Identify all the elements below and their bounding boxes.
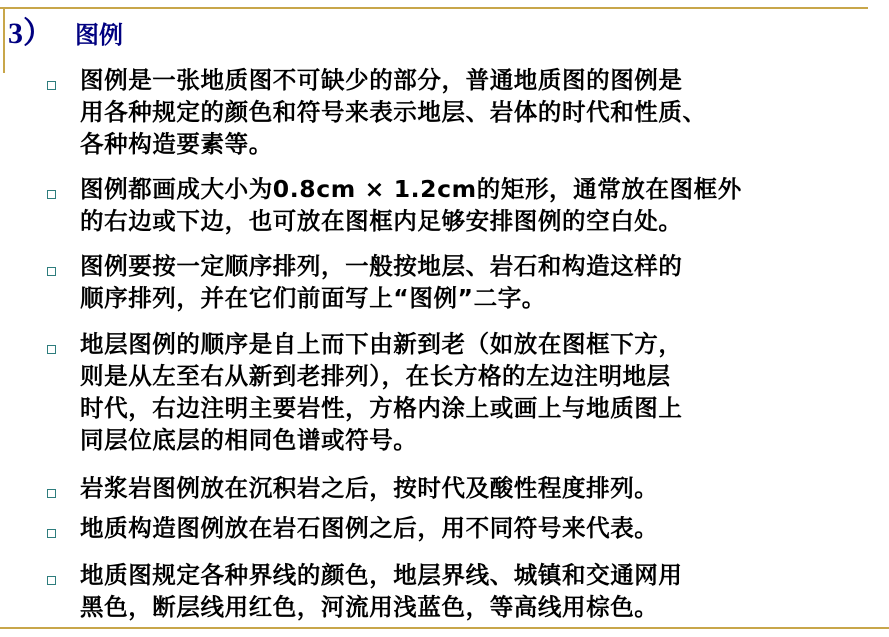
- square-bullet-icon: [47, 489, 56, 498]
- square-bullet-icon: [47, 190, 56, 199]
- section-title: 图例: [75, 21, 123, 49]
- list-item-text: 图例要按一定顺序排列，一般按地层、岩石和构造这样的 顺序排列，并在它们前面写上“图例”二字。: [80, 252, 683, 312]
- square-bullet-icon: [47, 345, 56, 354]
- list-item-text: 地质构造图例放在岩石图例之后，用不同符号来代表。: [80, 514, 659, 542]
- list-item-text: 岩浆岩图例放在沉积岩之后，按时代及酸性程度排列。: [80, 474, 659, 502]
- list-item-text: 地层图例的顺序是自上而下由新到老（如放在图框下方， 则是从左至右从新到老排列），在长方格的左边注明地层 时代，右边注明主要岩性，方格内涂上或画上与地质图上 同层位底层的相同色谱或符号。: [80, 330, 683, 454]
- left-border-rule: [3, 7, 5, 73]
- top-border-rule: [0, 7, 868, 9]
- square-bullet-icon: [47, 267, 56, 276]
- square-bullet-icon: [47, 576, 56, 585]
- section-number: 3）: [8, 17, 53, 50]
- bottom-border-rule: [0, 627, 889, 629]
- list-item-text: 地质图规定各种界线的颜色，地层界线、城镇和交通网用 黑色，断层线用红色，河流用浅蓝色，等高线用棕色。: [80, 561, 683, 621]
- square-bullet-icon: [47, 81, 56, 90]
- list-item-text: 图例都画成大小为0.8cm × 1.2cm的矩形，通常放在图框外 的右边或下边，也可放在图框内足够安排图例的空白处。: [80, 175, 742, 235]
- square-bullet-icon: [47, 529, 56, 538]
- section-heading: [8, 14, 123, 58]
- list-item-text: 图例是一张地质图不可缺少的部分，普通地质图的图例是 用各种规定的颜色和符号来表示地层、岩体的时代和性质、 各种构造要素等。: [80, 66, 707, 158]
